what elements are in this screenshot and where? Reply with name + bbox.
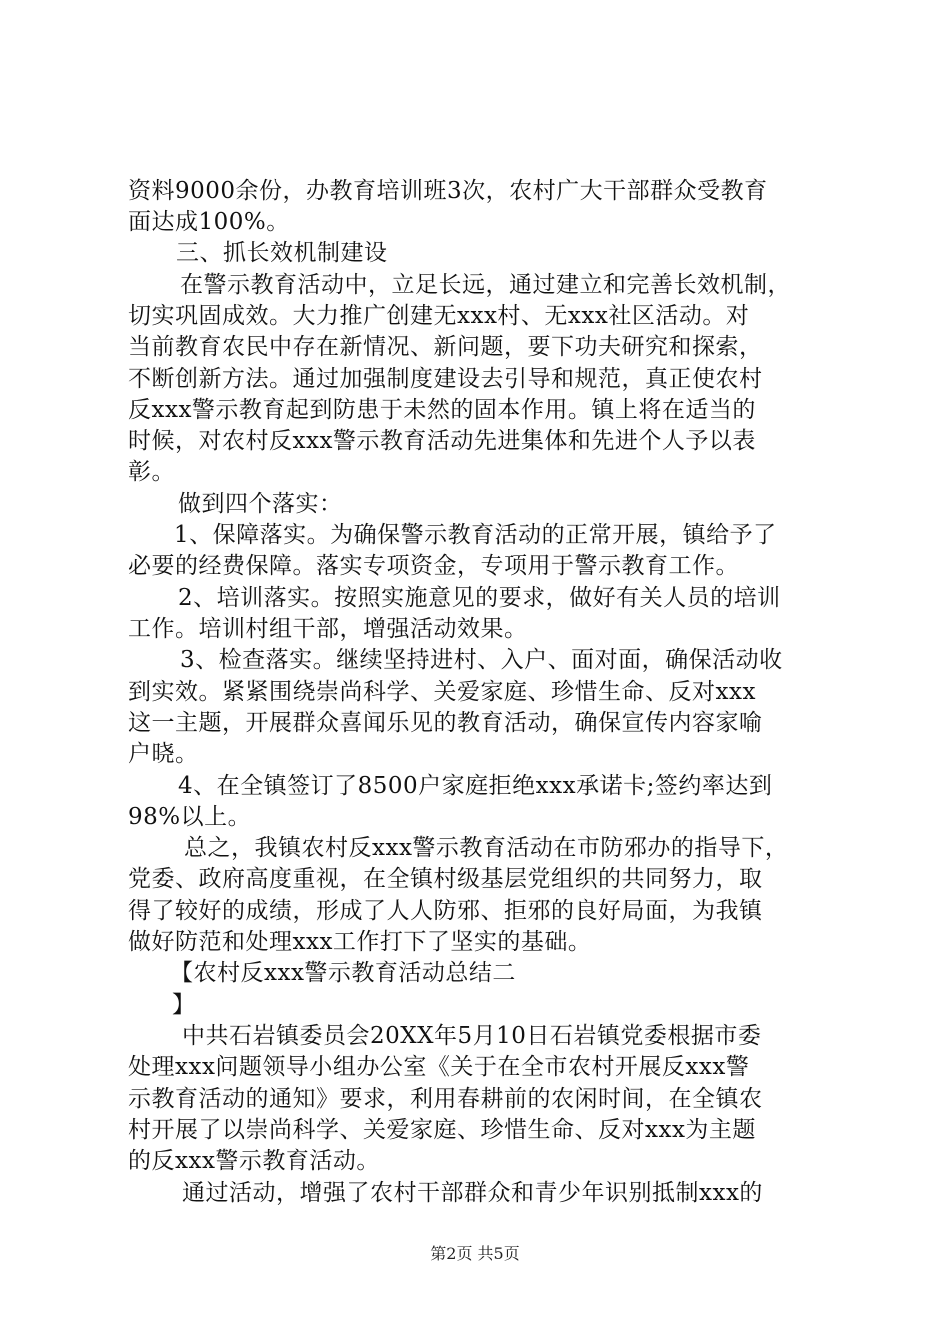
text-line: 在警示教育活动中，立足长远，通过建立和完善长效机制，: [180, 272, 791, 298]
text-line: 1、保障落实。为确保警示教育活动的正常开展，镇给予了: [174, 522, 777, 548]
text-line: 得了较好的成绩，形成了人人防邪、拒邪的良好局面，为我镇: [128, 898, 763, 924]
text-line: 资料9000余份，办教育培训班3次，农村广大干部群众受教育: [128, 178, 768, 204]
section-title: 】: [172, 992, 196, 1018]
section-heading: 三、抓长效机制建设: [176, 240, 388, 266]
text-line: 做好防范和处理xxx工作打下了坚实的基础。: [128, 929, 592, 955]
text-line: 面达成100%。: [128, 209, 290, 235]
text-line: 98%以上。: [128, 804, 252, 830]
text-line: 工作。培训村组干部，增强活动效果。: [128, 616, 528, 642]
text-line: 当前教育农民中存在新情况、新问题，要下功夫研究和探索，: [128, 334, 763, 360]
text-line: 这一主题，开展群众喜闻乐见的教育活动，确保宣传内容家喻: [128, 710, 763, 736]
text-line: 做到四个落实：: [178, 491, 343, 517]
text-line: 村开展了以崇尚科学、关爱家庭、珍惜生命、反对xxx为主题: [128, 1117, 756, 1143]
text-line: 时候，对农村反xxx警示教育活动先进集体和先进个人予以表: [128, 428, 756, 454]
text-line: 处理xxx问题领导小组办公室《关于在全市农村开展反xxx警: [128, 1054, 750, 1080]
text-line: 反xxx警示教育起到防患于未然的固本作用。镇上将在适当的: [128, 397, 756, 423]
text-line: 彰。: [128, 459, 175, 485]
text-line: 示教育活动的通知》要求，利用春耕前的农闲时间，在全镇农: [128, 1086, 763, 1112]
text-line: 中共石岩镇委员会20XX年5月10日石岩镇党委根据市委: [182, 1023, 762, 1049]
text-line: 必要的经费保障。落实专项资金，专项用于警示教育工作。: [128, 553, 739, 579]
text-line: 户晓。: [128, 741, 199, 767]
text-line: 总之，我镇农村反xxx警示教育活动在市防邪办的指导下，: [184, 835, 789, 861]
page-footer: 第2页 共5页: [430, 1244, 520, 1263]
text-line: 通过活动，增强了农村干部群众和青少年识别抵制xxx的: [182, 1180, 763, 1206]
text-line: 4、在全镇签订了8500户家庭拒绝xxx承诺卡;签约率达到: [178, 773, 773, 799]
text-line: 3、检查落实。继续坚持进村、入户、面对面，确保活动收: [180, 647, 783, 673]
text-line: 不断创新方法。通过加强制度建设去引导和规范，真正使农村: [128, 366, 763, 392]
section-title: 【农村反xxx警示教育活动总结二: [170, 960, 516, 986]
text-line: 切实巩固成效。大力推广创建无xxx村、无xxx社区活动。对: [128, 303, 750, 329]
text-line: 的反xxx警示教育活动。: [128, 1148, 380, 1174]
text-line: 党委、政府高度重视，在全镇村级基层党组织的共同努力，取: [128, 866, 763, 892]
text-line: 到实效。紧紧围绕崇尚科学、关爱家庭、珍惜生命、反对xxx: [128, 679, 756, 705]
text-line: 2、培训落实。按照实施意见的要求，做好有关人员的培训: [178, 585, 781, 611]
